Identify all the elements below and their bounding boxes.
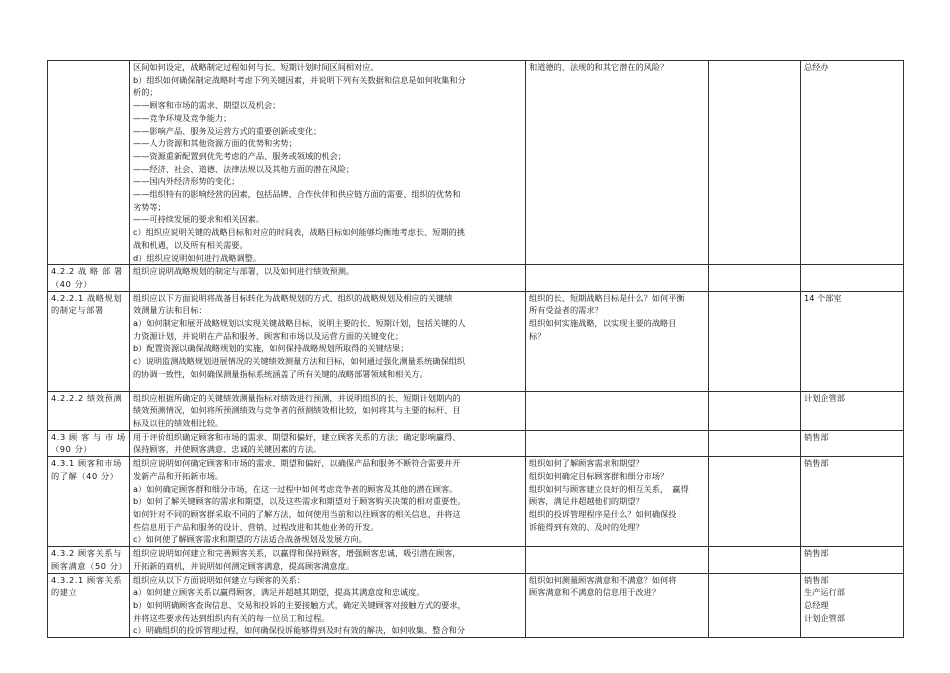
questions-cell-line: 组织如何测量顾客满意和不满意？如何将 bbox=[529, 574, 677, 585]
department-cell-line: 销售部 bbox=[804, 574, 829, 585]
blank-cell bbox=[709, 291, 801, 391]
questions-cell bbox=[526, 430, 709, 456]
questions-cell bbox=[526, 573, 709, 638]
questions-cell-line: 所有受益者的需求？ bbox=[529, 305, 603, 316]
department-cell-line: 14 个部室 bbox=[804, 292, 842, 303]
table-row bbox=[48, 61, 904, 265]
content-cell-line: b）组织如何确保制定战略时考虑下列关键因素，并说明下列有关数据和信息是如何收集和分 bbox=[133, 74, 466, 85]
blank-cell bbox=[709, 573, 801, 638]
section-cell-line: 的了解（40 分） bbox=[51, 470, 119, 481]
content-cell bbox=[130, 430, 526, 456]
questions-cell-line: 顾客，满足并超越他们的期望？ bbox=[529, 496, 644, 507]
content-cell-line: 组织应从以下方面说明如何建立与顾客的关系： bbox=[133, 574, 305, 585]
content-cell-line: 组织应以下方面说明将战备目标转化为战略规划的方式、组织的战略规划及相应的关键绩 bbox=[133, 292, 453, 303]
questions-cell-line: 标？ bbox=[529, 330, 546, 341]
section-cell bbox=[48, 265, 130, 291]
section-cell-line: 4.2.2.2 绩效预测 bbox=[51, 392, 123, 403]
content-cell-line: 析的； bbox=[133, 87, 158, 98]
section-cell-line: 的建立 bbox=[51, 587, 78, 598]
content-cell-line: ——资源重新配置到优先考虑的产品、服务或领域的机会； bbox=[133, 150, 346, 161]
questions-cell bbox=[526, 291, 709, 391]
content-cell-line: 用于评价组织确定顾客和市场的需求、期望和偏好，建立顾客关系的方法；确定影响赢得、 bbox=[133, 431, 461, 442]
content-cell-line: 力资源计划，并说明在产品和服务、顾客和市场以及运营方面的关键变化； bbox=[133, 330, 404, 341]
section-cell-line: （90 分） bbox=[51, 444, 93, 455]
content-cell bbox=[130, 291, 526, 391]
department-cell-line: 销售部 bbox=[804, 548, 829, 559]
section-cell-line: 4.3.2 顾客关系与 bbox=[51, 548, 122, 559]
content-cell-line: 组织应根据所确定的关键绩效测量指标对绩效进行预测，并说明组织的长、短期计划期内的 bbox=[133, 392, 461, 403]
content-cell-line: ——顾客和市场的需求、期望以及机会； bbox=[133, 100, 281, 111]
questions-cell-line: 组织如何了解顾客需求和期望？ bbox=[529, 458, 644, 469]
department-cell-line: 计划企管部 bbox=[804, 392, 845, 403]
content-cell bbox=[130, 61, 526, 265]
content-cell bbox=[130, 573, 526, 638]
content-cell-line: ——组织特有的影响经营的因素，包括品牌、合作伙伴和供应链方面的需要、组织的优势和 bbox=[133, 189, 461, 200]
content-cell-line: a）如何建立顾客关系以赢得顾客，满足并超越其期望，提高其满意度和忠诚度。 bbox=[133, 587, 425, 598]
content-cell-line: 组织应说明战略规划的制定与部署，以及如何进行绩效预测。 bbox=[133, 266, 355, 277]
content-cell-line: c）如何使了解顾客需求和期望的方法适合战备规划及发展方向。 bbox=[133, 534, 367, 545]
section-cell-line: 的制定与部署 bbox=[51, 305, 104, 316]
blank-cell bbox=[709, 265, 801, 291]
content-cell-line: ——竞争环境及竞争能力； bbox=[133, 112, 232, 123]
content-cell bbox=[130, 547, 526, 573]
content-cell-line: a）如何制定和展开战略规划以实现关键战略目标，说明主要的长、短期计划，包括关键的人 bbox=[133, 318, 466, 329]
questions-cell-line: 顾客满意和不满意的信息用于改进？ bbox=[529, 587, 661, 598]
department-cell bbox=[801, 547, 904, 573]
department-cell-line: 销售部 bbox=[804, 458, 829, 469]
content-cell-line: ——影响产品、服务及运营方式的重要创新或变化； bbox=[133, 125, 322, 136]
table-row bbox=[48, 391, 904, 430]
content-cell-line: 发新产品和开拓新市场。 bbox=[133, 470, 224, 481]
section-cell bbox=[48, 61, 130, 265]
blank-cell bbox=[709, 457, 801, 547]
criteria-table-body bbox=[48, 61, 904, 638]
content-cell-line: 标及以往的绩效相比较。 bbox=[133, 418, 224, 429]
content-cell-line: 的协调一致性，如何确保测量指标系统涵盖了所有关键的战略部署领域和相关方。 bbox=[133, 368, 428, 379]
department-cell bbox=[801, 430, 904, 456]
section-cell bbox=[48, 391, 130, 430]
content-cell-line: 绩效预测情况，如何将所预测绩效与竞争者的预测绩效相比较，如何将其与主要的标杆、目 bbox=[133, 405, 461, 416]
questions-cell bbox=[526, 265, 709, 291]
table-row bbox=[48, 457, 904, 547]
content-cell-line: 如何针对不同的顾客群采取不同的了解方法，如何使用当前和以往顾客的相关信息，并将这 bbox=[133, 508, 461, 519]
department-cell bbox=[801, 61, 904, 265]
blank-cell bbox=[709, 547, 801, 573]
content-cell-line: 劣势等； bbox=[133, 201, 166, 212]
content-cell bbox=[130, 265, 526, 291]
section-cell-line: 4.3.1 顾客和市场 bbox=[51, 458, 122, 469]
questions-cell-line: 组织如何确定目标顾客群和细分市场？ bbox=[529, 470, 669, 481]
content-cell-line: d）组织应说明如何进行战略调整。 bbox=[133, 252, 262, 263]
content-cell-line: ——可持续发展的要求和相关因素。 bbox=[133, 214, 265, 225]
department-cell-line: 总经理 bbox=[804, 599, 829, 610]
criteria-table bbox=[47, 60, 904, 638]
section-cell bbox=[48, 291, 130, 391]
section-cell-line: 顾客满意（50 分） bbox=[51, 560, 128, 571]
content-cell-line: 战和机遇，以及所有相关需要。 bbox=[133, 239, 248, 250]
section-cell-line: 4.2.2 战 略 部 署 bbox=[51, 266, 123, 277]
section-cell bbox=[48, 573, 130, 638]
blank-cell bbox=[709, 391, 801, 430]
content-cell-line: 组织应说明如何建立和完善顾客关系，以赢得和保持顾客，增强顾客忠诚，吸引潜在顾客， bbox=[133, 548, 461, 559]
section-cell bbox=[48, 547, 130, 573]
content-cell-line: ——人力资源和其他资源方面的优势和劣势； bbox=[133, 138, 297, 149]
department-cell-line: 生产运行部 bbox=[804, 587, 845, 598]
table-row bbox=[48, 291, 904, 391]
section-cell bbox=[48, 430, 130, 456]
blank-cell bbox=[709, 430, 801, 456]
content-cell-line: c）说明监测战略规划进展情况的关键绩效测量方法和目标，如何通过强化测量系统确保组织 bbox=[133, 356, 466, 367]
table-row bbox=[48, 547, 904, 573]
questions-cell-line: 组织的投诉管理程序是什么？如何确保投 bbox=[529, 508, 677, 519]
content-cell-line: ——经济、社会、道德、法律法规以及其他方面的潜在风险； bbox=[133, 163, 355, 174]
questions-cell bbox=[526, 457, 709, 547]
content-cell bbox=[130, 457, 526, 547]
section-cell-line: 4.3.2.1 顾客关系 bbox=[51, 574, 123, 585]
table-row bbox=[48, 430, 904, 456]
content-cell-line: ——国内外经济形势的变化； bbox=[133, 176, 240, 187]
content-cell-line: 些信息用于产品和服务的设计、营销、过程改进和其他业务的开发。 bbox=[133, 521, 379, 532]
content-cell bbox=[130, 391, 526, 430]
department-cell bbox=[801, 291, 904, 391]
content-cell-line: 开拓新的商机，并说明如何测定顾客满意，提高顾客满意度。 bbox=[133, 560, 355, 571]
questions-cell-line: 组织的长、短期战略目标是什么？如何平衡 bbox=[529, 292, 685, 303]
content-cell-line: b）如何明确顾客查询信息、交易和投诉的主要接触方式，确定关键顾客对接触方式的要求， bbox=[133, 599, 466, 610]
questions-cell bbox=[526, 547, 709, 573]
department-cell-line: 计划企管部 bbox=[804, 612, 845, 623]
questions-cell-line: 组织如何与顾客建立良好的相互关系， 赢得 bbox=[529, 483, 689, 494]
table-row bbox=[48, 265, 904, 291]
content-cell-line: a）如何确定顾客群和细分市场，在这一过程中如何考虑竞争者的顾客及其他的潜在顾客。 bbox=[133, 483, 458, 494]
questions-cell-line: 和道德的、法规的和其它潜在的风险？ bbox=[529, 62, 669, 72]
department-cell bbox=[801, 391, 904, 430]
department-cell bbox=[801, 573, 904, 638]
section-cell-line: 4.2.2.1 战略规划 bbox=[51, 292, 123, 303]
content-cell-line: 效测量方法和目标： bbox=[133, 305, 207, 316]
department-cell bbox=[801, 457, 904, 547]
content-cell-line: b）如何了解关键顾客的需求和期望，以及这些需求和期望对于顾客购买决策的相对重要性。 bbox=[133, 496, 466, 507]
department-cell bbox=[801, 265, 904, 291]
questions-cell-line: 组织如何实施战略，以实现主要的战略目 bbox=[529, 318, 677, 329]
blank-cell bbox=[709, 61, 801, 265]
content-cell-line: 组织应说明如何确定顾客和市场的需求、期望和偏好，以确保产品和服务不断符合需要并开 bbox=[133, 458, 461, 469]
questions-cell-line: 诉能得到有效的、及时的处理？ bbox=[529, 521, 644, 532]
content-cell-line: c）明确组织的投诉管理过程，如何确保投诉能够得到及时有效的解决，如何收集、整合和分 bbox=[133, 625, 466, 636]
department-cell-line: 销售部 bbox=[804, 431, 829, 442]
table-row bbox=[48, 573, 904, 638]
content-cell-line: c）组织应说明关键的战略目标和对应的时间表，战略目标如何能够均衡地考虑长、短期的挑 bbox=[133, 227, 466, 238]
section-cell bbox=[48, 457, 130, 547]
section-cell-line: （40 分） bbox=[51, 278, 93, 289]
questions-cell bbox=[526, 61, 709, 265]
content-cell-line: 并将这些要求传达到组织内有关的每一位员工和过程。 bbox=[133, 612, 330, 623]
content-cell-line: b）配置资源以确保战略规划的实施，如何保持战略规划所取得的关键结果； bbox=[133, 343, 409, 354]
questions-cell bbox=[526, 391, 709, 430]
section-cell-line: 4.3 顾 客 与 市 场 bbox=[51, 431, 126, 442]
department-cell-line: 总经办 bbox=[804, 62, 829, 72]
content-cell-line: 保持顾客，并使顾客满意、忠诚的关键因素的方法。 bbox=[133, 444, 322, 455]
content-cell-line: 区间如何设定，战略制定过程如何与长、短期计划时间区间相对应。 bbox=[133, 62, 379, 72]
